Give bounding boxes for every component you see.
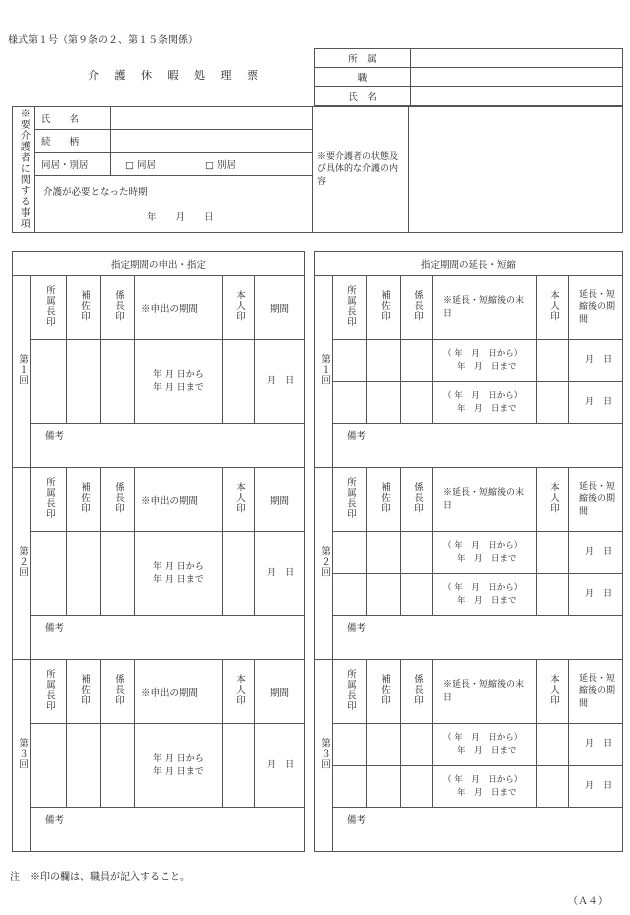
ext-seal-box[interactable] bbox=[333, 766, 367, 808]
dept-head-seal-header-text: 所属長印 bbox=[43, 669, 55, 711]
end-date-header: ※延長・短縮後の末日 bbox=[433, 660, 537, 724]
chief-seal-header bbox=[101, 660, 135, 724]
period-field[interactable]: 月 日 bbox=[255, 532, 305, 616]
ext-self-seal-box[interactable] bbox=[537, 382, 569, 424]
seal-box[interactable] bbox=[101, 340, 135, 424]
ext-seal-box[interactable] bbox=[333, 724, 367, 766]
ext-to: 年 月 日まで bbox=[457, 553, 517, 564]
end-date-field[interactable] bbox=[433, 766, 537, 808]
remarks-label: 備考 bbox=[45, 623, 65, 634]
seal-box[interactable] bbox=[31, 340, 67, 424]
request-period-header: ※申出の期間 bbox=[135, 660, 223, 724]
ext-chief-seal-header-text: 係長印 bbox=[411, 482, 423, 514]
need-time-cell[interactable] bbox=[35, 176, 313, 233]
ext-self-seal-header bbox=[537, 276, 569, 340]
ext-seal-box[interactable] bbox=[367, 382, 401, 424]
ext-assist-seal-header bbox=[367, 276, 401, 340]
new-period-field[interactable]: 月 日 bbox=[569, 574, 623, 616]
round-3-label-left bbox=[13, 660, 31, 852]
designation-title: 指定期間の申出・指定 bbox=[13, 252, 305, 276]
end-date-field[interactable] bbox=[433, 340, 537, 382]
round-1-label-left bbox=[13, 276, 31, 468]
ext-remarks-field[interactable] bbox=[333, 808, 623, 852]
self-seal-box[interactable] bbox=[223, 532, 255, 616]
dept-head-seal-header-text: 所属長印 bbox=[43, 285, 55, 327]
new-period-header: 延長・短縮後の期間 bbox=[569, 276, 623, 340]
remarks-label: 備考 bbox=[45, 815, 65, 826]
ext-self-seal-box[interactable] bbox=[537, 724, 569, 766]
living-label: 同居・別居 bbox=[35, 153, 111, 176]
designation-table bbox=[12, 251, 305, 852]
seal-box[interactable] bbox=[31, 532, 67, 616]
period-from: 年 月 日から bbox=[153, 562, 204, 573]
self-seal-box[interactable] bbox=[223, 724, 255, 808]
ext-seal-box[interactable] bbox=[333, 532, 367, 574]
ext-seal-box[interactable] bbox=[401, 574, 433, 616]
relation-field[interactable] bbox=[111, 130, 313, 153]
staff-name-field[interactable] bbox=[411, 87, 623, 106]
self-seal-header-text: 本人印 bbox=[233, 482, 245, 514]
remarks-field[interactable] bbox=[31, 616, 305, 660]
seal-box[interactable] bbox=[67, 724, 101, 808]
paper-size: （Ａ４） bbox=[568, 896, 608, 907]
form-title: 介 護 休 暇 処 理 票 bbox=[88, 69, 264, 82]
new-period-field[interactable]: 月 日 bbox=[569, 382, 623, 424]
footer-note: 注 ※印の欄は、職員が記入すること。 bbox=[10, 872, 190, 883]
new-period-field[interactable]: 月 日 bbox=[569, 724, 623, 766]
staff-info-table bbox=[314, 48, 623, 106]
ext-chief-seal-header bbox=[401, 276, 433, 340]
ext-to: 年 月 日まで bbox=[457, 595, 517, 606]
need-time-date: 年 月 日 bbox=[147, 212, 214, 223]
ext-remarks-label: 備考 bbox=[347, 623, 367, 634]
ext-dept-head-seal-header bbox=[333, 468, 367, 532]
end-date-field[interactable] bbox=[433, 382, 537, 424]
caree-name-label: 氏 名 bbox=[35, 107, 111, 130]
ext-self-seal-header-text: 本人印 bbox=[547, 674, 559, 706]
need-time-label: 介護が必要となった時期 bbox=[43, 187, 148, 198]
assist-seal-header bbox=[67, 468, 101, 532]
ext-seal-box[interactable] bbox=[401, 382, 433, 424]
caree-side-label bbox=[13, 107, 35, 233]
new-period-field[interactable]: 月 日 bbox=[569, 766, 623, 808]
ext-from: （ 年 月 日から） bbox=[443, 540, 523, 551]
self-seal-header bbox=[223, 468, 255, 532]
period-to: 年 月 日まで bbox=[153, 382, 204, 393]
assist-seal-header bbox=[67, 276, 101, 340]
chief-seal-header-text: 係長印 bbox=[112, 482, 124, 514]
ext-from: （ 年 月 日から） bbox=[443, 732, 523, 743]
period-field[interactable]: 月 日 bbox=[255, 340, 305, 424]
ext-assist-seal-header bbox=[367, 468, 401, 532]
post-label: 職 bbox=[315, 68, 411, 87]
seal-box[interactable] bbox=[31, 724, 67, 808]
seal-box[interactable] bbox=[67, 532, 101, 616]
ext-from: （ 年 月 日から） bbox=[443, 582, 523, 593]
request-period-field[interactable] bbox=[135, 724, 223, 808]
round-1-label-text-right: 第１回 bbox=[318, 354, 330, 386]
remarks-label: 備考 bbox=[45, 431, 65, 442]
assist-seal-header bbox=[67, 660, 101, 724]
ext-remarks-label: 備考 bbox=[347, 815, 367, 826]
ext-self-seal-header bbox=[537, 660, 569, 724]
ext-chief-seal-header-text: 係長印 bbox=[411, 290, 423, 322]
extension-title: 指定期間の延長・短縮 bbox=[315, 252, 623, 276]
ext-seal-box[interactable] bbox=[401, 532, 433, 574]
new-period-field[interactable]: 月 日 bbox=[569, 532, 623, 574]
request-period-field[interactable] bbox=[135, 340, 223, 424]
ext-seal-box[interactable] bbox=[333, 340, 367, 382]
new-period-field[interactable]: 月 日 bbox=[569, 340, 623, 382]
ext-assist-seal-header bbox=[367, 660, 401, 724]
caree-table bbox=[12, 106, 623, 233]
dept-field[interactable] bbox=[411, 49, 623, 68]
ext-chief-seal-header bbox=[401, 468, 433, 532]
ext-from: （ 年 月 日から） bbox=[443, 774, 523, 785]
period-field[interactable]: 月 日 bbox=[255, 724, 305, 808]
self-seal-header bbox=[223, 276, 255, 340]
request-period-header: ※申出の期間 bbox=[135, 468, 223, 532]
together-checkbox[interactable]: □ 同居 bbox=[125, 160, 156, 171]
chief-seal-header-text: 係長印 bbox=[112, 674, 124, 706]
ext-seal-box[interactable] bbox=[333, 382, 367, 424]
period-header: 期間 bbox=[255, 468, 305, 532]
extension-table bbox=[314, 251, 623, 852]
ext-seal-box[interactable] bbox=[367, 574, 401, 616]
form-number: 様式第１号（第９条の２、第１５条関係） bbox=[8, 35, 198, 46]
request-period-field[interactable] bbox=[135, 532, 223, 616]
period-header: 期間 bbox=[255, 660, 305, 724]
ext-to: 年 月 日まで bbox=[457, 403, 517, 414]
ext-self-seal-box[interactable] bbox=[537, 532, 569, 574]
round-3-label-text-left: 第３回 bbox=[16, 738, 28, 770]
ext-seal-box[interactable] bbox=[367, 724, 401, 766]
relation-label: 続 柄 bbox=[35, 130, 111, 153]
period-header: 期間 bbox=[255, 276, 305, 340]
ext-seal-box[interactable] bbox=[333, 574, 367, 616]
dept-label: 所 属 bbox=[315, 49, 411, 68]
ext-seal-box[interactable] bbox=[367, 532, 401, 574]
ext-seal-box[interactable] bbox=[367, 340, 401, 382]
ext-self-seal-box[interactable] bbox=[537, 340, 569, 382]
ext-dept-head-seal-header-text: 所属長印 bbox=[344, 285, 356, 327]
post-field[interactable] bbox=[411, 68, 623, 87]
remarks-field[interactable] bbox=[31, 808, 305, 852]
assist-seal-header-text: 補佐印 bbox=[78, 482, 90, 514]
ext-dept-head-seal-header bbox=[333, 276, 367, 340]
self-seal-header-text: 本人印 bbox=[233, 290, 245, 322]
end-date-field[interactable] bbox=[433, 724, 537, 766]
period-to: 年 月 日まで bbox=[153, 766, 204, 777]
ext-dept-head-seal-header bbox=[333, 660, 367, 724]
ext-to: 年 月 日まで bbox=[457, 361, 517, 372]
caree-side-label-text: ※要介護者に関する事項 bbox=[18, 107, 30, 229]
self-seal-header bbox=[223, 660, 255, 724]
ext-seal-box[interactable] bbox=[367, 766, 401, 808]
assist-seal-header-text: 補佐印 bbox=[78, 674, 90, 706]
round-3-label-text-right: 第３回 bbox=[318, 738, 330, 770]
ext-assist-seal-header-text: 補佐印 bbox=[378, 290, 390, 322]
assist-seal-header-text: 補佐印 bbox=[78, 290, 90, 322]
period-from: 年 月 日から bbox=[153, 754, 204, 765]
care-state-field[interactable] bbox=[409, 107, 623, 233]
request-period-header: ※申出の期間 bbox=[135, 276, 223, 340]
ext-remarks-field[interactable] bbox=[333, 616, 623, 660]
ext-seal-box[interactable] bbox=[401, 766, 433, 808]
ext-chief-seal-header bbox=[401, 660, 433, 724]
chief-seal-header bbox=[101, 468, 135, 532]
ext-self-seal-header-text: 本人印 bbox=[547, 290, 559, 322]
ext-from: （ 年 月 日から） bbox=[443, 348, 523, 359]
ext-assist-seal-header-text: 補佐印 bbox=[378, 674, 390, 706]
end-date-header: ※延長・短縮後の末日 bbox=[433, 276, 537, 340]
round-2-label-text-left: 第２回 bbox=[16, 546, 28, 578]
round-3-label-right bbox=[315, 660, 333, 852]
new-period-header: 延長・短縮後の期間 bbox=[569, 468, 623, 532]
ext-remarks-label: 備考 bbox=[347, 431, 367, 442]
living-options bbox=[111, 153, 313, 176]
dept-head-seal-header bbox=[31, 660, 67, 724]
staff-name-label: 氏 名 bbox=[315, 87, 411, 106]
seal-box[interactable] bbox=[101, 724, 135, 808]
ext-self-seal-header bbox=[537, 468, 569, 532]
round-1-label-right bbox=[315, 276, 333, 468]
ext-assist-seal-header-text: 補佐印 bbox=[378, 482, 390, 514]
remarks-field[interactable] bbox=[31, 424, 305, 468]
ext-remarks-field[interactable] bbox=[333, 424, 623, 468]
round-2-label-left bbox=[13, 468, 31, 660]
dept-head-seal-header-text: 所属長印 bbox=[43, 477, 55, 519]
ext-from: （ 年 月 日から） bbox=[443, 390, 523, 401]
end-date-header: ※延長・短縮後の末日 bbox=[433, 468, 537, 532]
apart-checkbox[interactable]: □ 別居 bbox=[205, 160, 237, 171]
seal-box[interactable] bbox=[67, 340, 101, 424]
new-period-header: 延長・短縮後の期間 bbox=[569, 660, 623, 724]
period-to: 年 月 日まで bbox=[153, 574, 204, 585]
dept-head-seal-header bbox=[31, 276, 67, 340]
self-seal-box[interactable] bbox=[223, 340, 255, 424]
seal-box[interactable] bbox=[101, 532, 135, 616]
chief-seal-header-text: 係長印 bbox=[112, 290, 124, 322]
caree-name-field[interactable] bbox=[111, 107, 313, 130]
ext-to: 年 月 日まで bbox=[457, 787, 517, 798]
care-state-label: ※要介護者の状態及び具体的な介護の内容 bbox=[313, 107, 409, 233]
round-2-label-right bbox=[315, 468, 333, 660]
ext-self-seal-box[interactable] bbox=[537, 574, 569, 616]
period-from: 年 月 日から bbox=[153, 370, 204, 381]
ext-to: 年 月 日まで bbox=[457, 745, 517, 756]
ext-seal-box[interactable] bbox=[401, 724, 433, 766]
ext-seal-box[interactable] bbox=[401, 340, 433, 382]
ext-self-seal-box[interactable] bbox=[537, 766, 569, 808]
dept-head-seal-header bbox=[31, 468, 67, 532]
ext-chief-seal-header-text: 係長印 bbox=[411, 674, 423, 706]
end-date-field[interactable] bbox=[433, 574, 537, 616]
ext-dept-head-seal-header-text: 所属長印 bbox=[344, 477, 356, 519]
self-seal-header-text: 本人印 bbox=[233, 674, 245, 706]
end-date-field[interactable] bbox=[433, 532, 537, 574]
chief-seal-header bbox=[101, 276, 135, 340]
ext-dept-head-seal-header-text: 所属長印 bbox=[344, 669, 356, 711]
round-2-label-text-right: 第２回 bbox=[318, 546, 330, 578]
ext-self-seal-header-text: 本人印 bbox=[547, 482, 559, 514]
round-1-label-text-left: 第１回 bbox=[16, 354, 28, 386]
